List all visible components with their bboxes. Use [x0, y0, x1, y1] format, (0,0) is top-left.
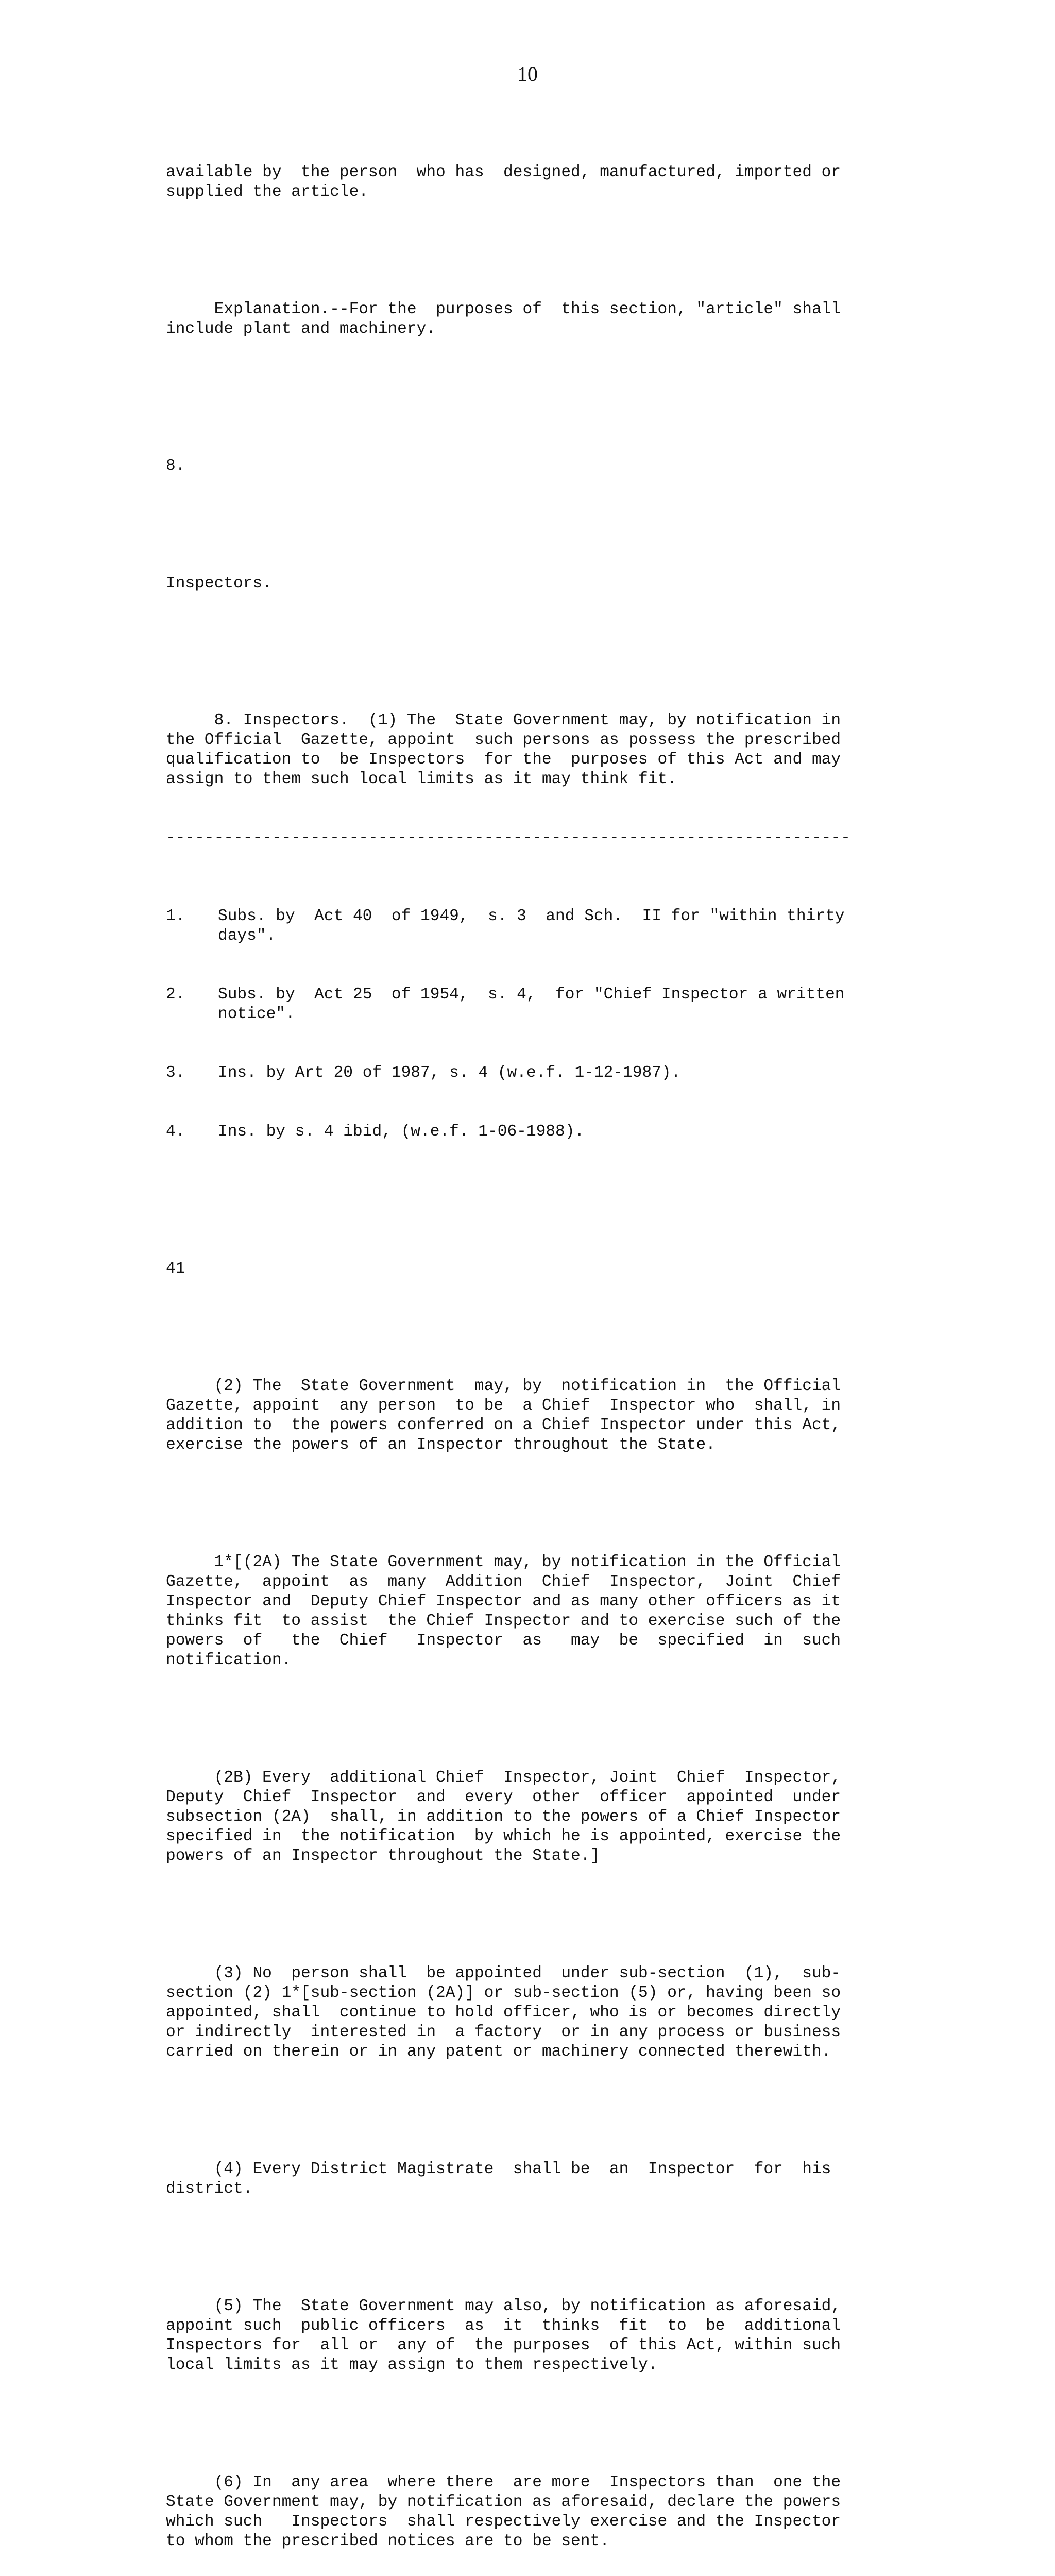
- subsection-3: (3) No person shall be appointed under sub-section (1), sub- section (2) 1*[sub-section (2A)] or sub-section (5) or, having been so appointed, shall continue to hold officer, who is or becomes directly or indirectly interested in a factory or in any process or business carried on therein or in any patent or machinery connected therewith.: [166, 1964, 841, 2061]
- footnote-divider: -----------------------------------------------------------------------: [166, 829, 850, 847]
- subsection-2A: 1*[(2A) The State Government may, by notification in the Official Gazette, appoint as many Addition Chief Inspector, Joint Chief Inspector and Deputy Chief Inspector and as many other officers as it thinks fit to assist the Chief Inspector and to exercise such of the powers of the Chief Inspector as may be specified in such notification.: [166, 1553, 841, 1669]
- subsection-2B: (2B) Every additional Chief Inspector, Joint Chief Inspector, Deputy Chief Inspector and every other officer appointed under subsection (2A) shall, in addition to the powers of a Chief Inspector specified in the notification by which he is appointed, exercise the powers of an Inspector throughout the State.]: [166, 1769, 841, 1865]
- footnote-number: 3.: [166, 1064, 185, 1082]
- section-heading: Inspectors.: [166, 574, 272, 592]
- page-marker: 41: [166, 1260, 185, 1278]
- section-8-subsection-1: 8. Inspectors. (1) The State Government may, by notification in the Official Gazette, appoint such persons as possess the prescribed qualification to be Inspectors for the purposes of this Act and may assign to them such local limits as it may think fit.: [166, 711, 841, 788]
- footnote-text: Subs. by Act 40 of 1949, s. 3 and Sch. II for "within thirty days".: [218, 907, 845, 945]
- subsection-2: (2) The State Government may, by notification in the Official Gazette, appoint any person to be a Chief Inspector who shall, in addition to the powers conferred on a Chief Inspector under this Act, exercise the powers of an Inspector throughout the State.: [166, 1377, 841, 1454]
- explanation-paragraph: Explanation.--For the purposes of this section, "article" shall include plant and machinery.: [166, 300, 841, 338]
- footnote-item: [166, 907, 897, 946]
- footnote-item: [166, 1063, 897, 1083]
- footnote-text: Ins. by Art 20 of 1987, s. 4 (w.e.f. 1-12-1987).: [218, 1064, 681, 1082]
- footnote-text: Ins. by s. 4 ibid, (w.e.f. 1-06-1988).: [218, 1123, 585, 1141]
- subsection-6: (6) In any area where there are more Inspectors than one the State Government may, by notification as aforesaid, declare the powers which such Inspectors shall respectively exercise and the Inspector to whom the prescribed notices are to be sent.: [166, 2473, 841, 2550]
- footnote-number: 4.: [166, 1123, 185, 1141]
- footnote-item: [166, 985, 897, 1024]
- subsection-5: (5) The State Government may also, by notification as aforesaid, appoint such public officers as it thinks fit to be additional Inspectors for all or any of the purposes of this Act, within such local limits as it may assign to them respectively.: [166, 2297, 841, 2374]
- footnote-item: [166, 1122, 897, 1142]
- document-body: [166, 124, 897, 2576]
- intro-continuation: available by the person who has designed, manufactured, imported or supplied the article.: [166, 163, 841, 201]
- footnote-number: 2.: [166, 986, 185, 1004]
- page-number: 10: [517, 62, 538, 86]
- footnote-text: Subs. by Act 25 of 1954, s. 4, for "Chief Inspector a written notice".: [218, 986, 845, 1023]
- subsection-4: (4) Every District Magistrate shall be an Inspector for his district.: [166, 2160, 831, 2198]
- section-number: 8.: [166, 457, 185, 475]
- footnote-number: 1.: [166, 907, 185, 925]
